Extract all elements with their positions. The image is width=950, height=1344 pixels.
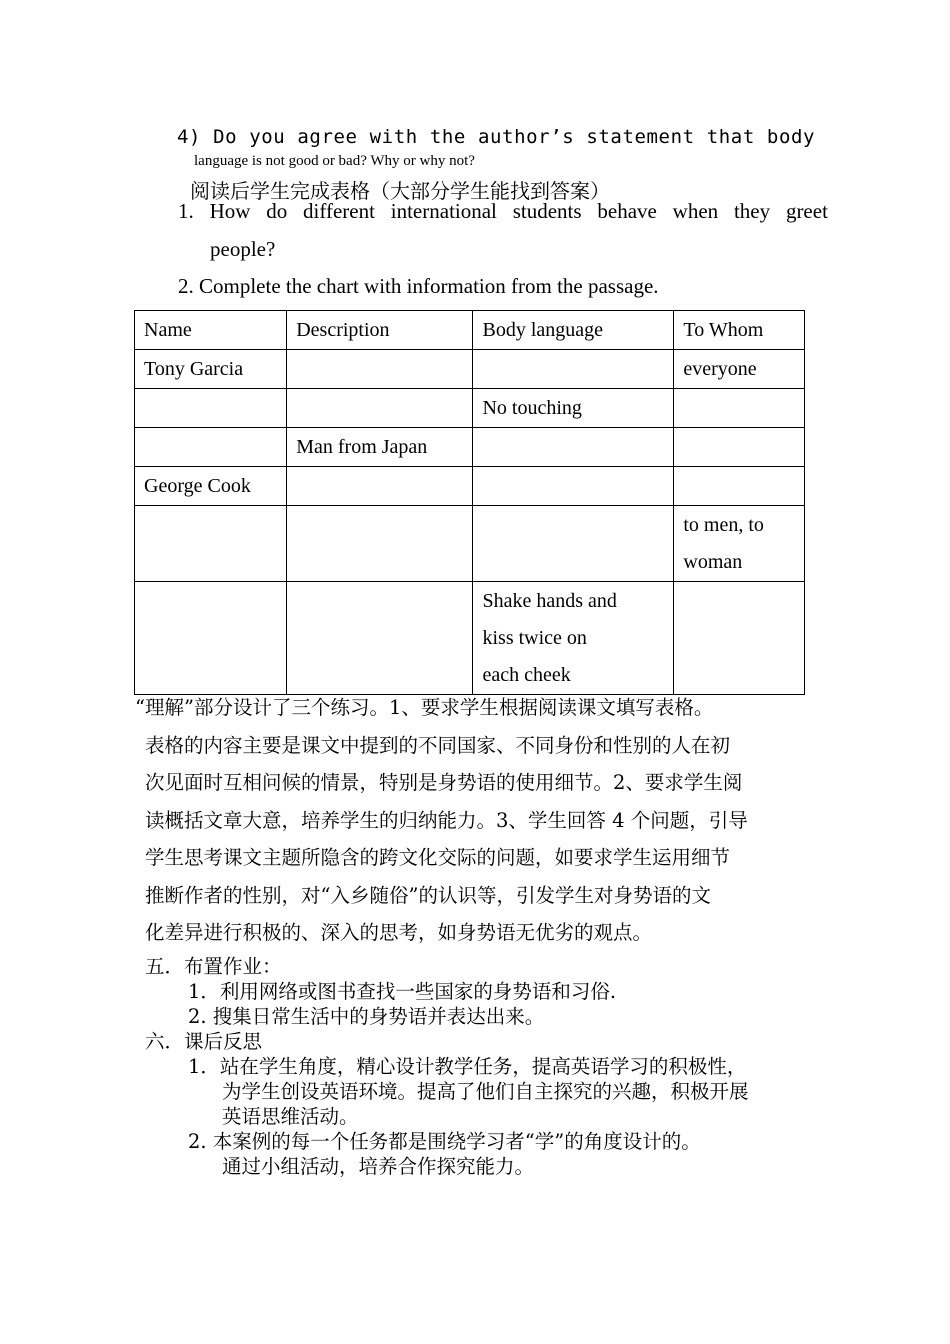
task-1-word: different [303,199,375,223]
task-1-word: 1. [178,199,194,223]
task-1-word: international [390,199,497,223]
section-6-item-1-line-2: 为学生创设英语环境。提高了他们自主探究的兴趣，积极开展 [222,1080,749,1103]
table-row [135,350,805,389]
header-description: Description [287,311,473,350]
task-1-word: behave [597,199,657,223]
question-4-line-2: language is not good or bad? Why or why not? [194,153,475,169]
table-row [135,582,805,695]
table-cell: No touching [473,389,674,428]
section-6-item-2-line-1: 2. 本案例的每一个任务都是围绕学习者“学”的角度设计的。 [188,1130,701,1153]
paragraph-line: “理解”部分设计了三个练习。1、要求学生根据阅读课文填写表格。 [135,696,714,719]
section-6-item-2-line-2: 通过小组活动，培养合作探究能力。 [222,1155,535,1178]
section-6-item-1-line-1: 1．站在学生角度，精心设计教学任务，提高英语学习的积极性， [188,1055,747,1078]
table-header-row [135,311,805,350]
table-cell [287,506,473,582]
table-cell [135,428,287,467]
section-5-item-2: 2. 搜集日常生活中的身势语并表达出来。 [188,1005,545,1028]
table-cell [473,467,674,506]
table-row [135,467,805,506]
table-cell [473,350,674,389]
table-cell: Shake hands and kiss twice on each cheek [473,582,674,695]
table-cell [287,467,473,506]
table-cell [135,506,287,582]
table-cell [287,389,473,428]
table-cell: George Cook [135,467,287,506]
section-5-heading: 五．布置作业： [145,955,282,978]
section-6-heading: 六．课后反思 [145,1030,263,1053]
paragraph-line: 化差异进行积极的、深入的思考，如身势语无优劣的观点。 [145,921,653,944]
task-1-word: students [512,199,582,223]
table-cell [287,350,473,389]
task-1-word: they [733,199,771,223]
task-1-line-1 [178,199,828,224]
table-cell: Man from Japan [287,428,473,467]
after-reading-instruction: 阅读后学生完成表格（大部分学生能找到答案） [190,179,610,203]
table-cell: to men, to woman [674,506,805,582]
chart-table [134,310,805,695]
table-cell [674,389,805,428]
task-1-word: do [266,199,288,223]
table-cell [473,428,674,467]
table-cell [674,428,805,467]
table-cell: Tony Garcia [135,350,287,389]
table-cell [674,467,805,506]
table-row [135,428,805,467]
paragraph-line: 推断作者的性别，对“入乡随俗”的认识等，引发学生对身势语的文 [145,883,711,907]
table-row [135,389,805,428]
table-cell [473,506,674,582]
table-cell [135,582,287,695]
paragraph-line: 表格的内容主要是课文中提到的不同国家、不同身份和性别的人在初 [145,733,731,757]
header-to-whom: To Whom [674,311,805,350]
question-4-line-1: 4) Do you agree with the author’s statement that body [177,126,816,148]
paragraph-line: 学生思考课文主题所隐含的跨文化交际的问题，如要求学生运用细节 [145,846,731,869]
header-name: Name [135,311,287,350]
paragraph-line: 次见面时互相问候的情景，特别是身势语的使用细节。2、要求学生阅 [145,771,743,794]
table-cell: everyone [674,350,805,389]
table-cell [287,582,473,695]
section-6-item-1-line-3: 英语思维活动。 [222,1105,359,1128]
header-body-language: Body language [473,311,674,350]
paragraph-line: 读概括文章大意，培养学生的归纳能力。3、学生回答 4 个问题，引导 [145,808,748,832]
design-explanation-paragraph [135,689,815,952]
task-1-word: How [209,199,251,223]
table-cell [674,582,805,695]
task-1-word: when [672,199,719,223]
table-cell [135,389,287,428]
task-1-line-2: people? [210,237,276,261]
task-1-word: greet [785,199,828,223]
task-2: 2. Complete the chart with information from the passage. [178,274,659,298]
table-row [135,506,805,582]
section-5-item-1: 1．利用网络或图书查找一些国家的身势语和习俗. [188,980,617,1003]
